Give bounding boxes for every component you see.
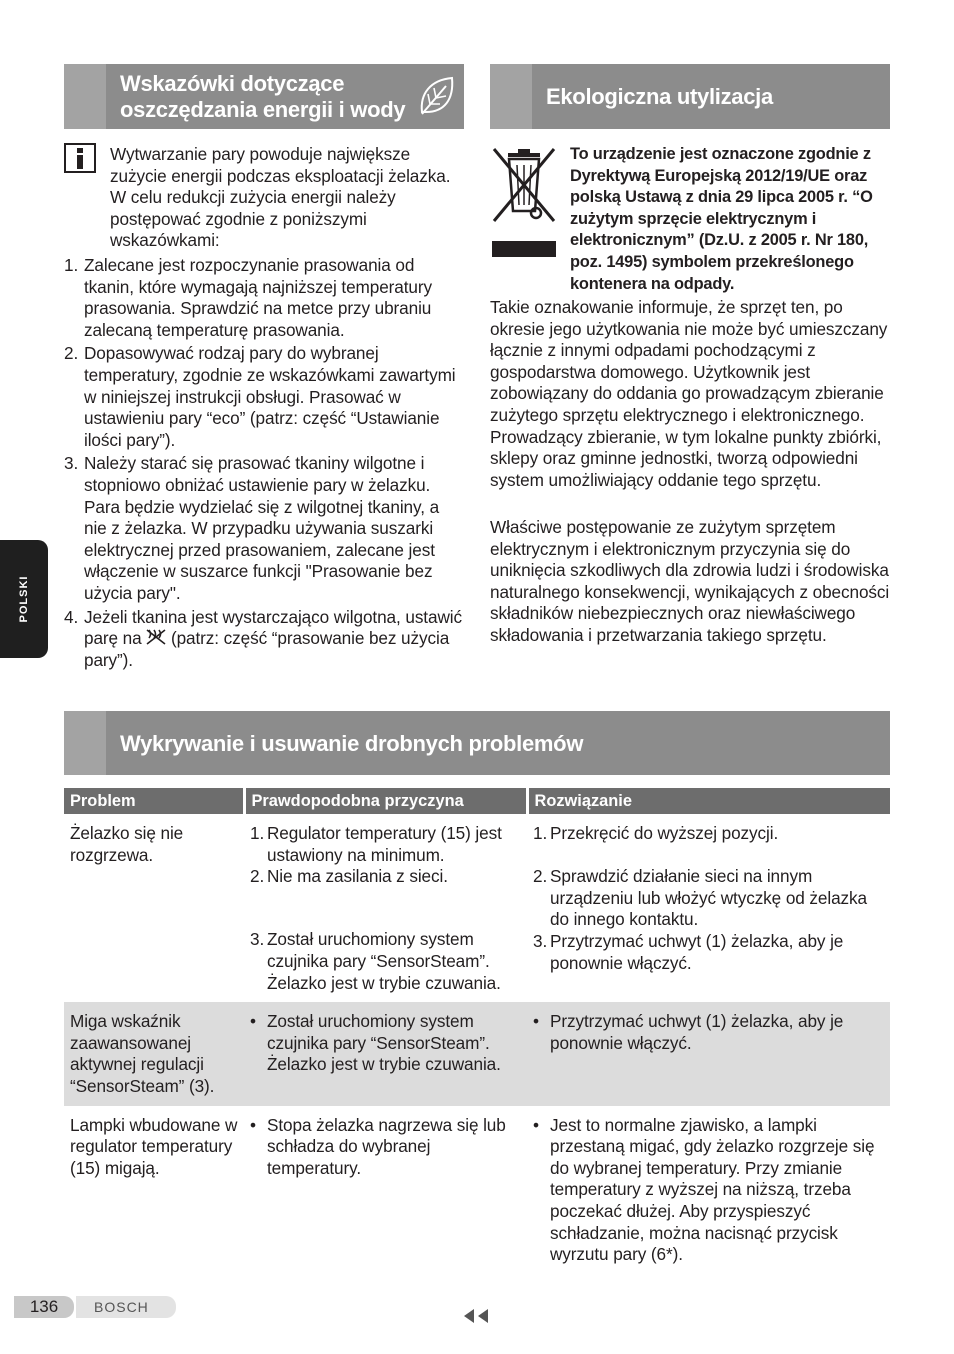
energy-title-line1: Wskazówki dotyczące: [120, 71, 345, 96]
cause-item: [250, 1011, 521, 1076]
step-text: Dopasowywać rodzaj pary do wybranej temperatury, zgodnie ze wskazówkami zawartymi w niniejszej instrukcji obsługi. Prasować w ustawieniu pary “eco” (patrz: część “Ustawianie ilości pary”).: [84, 343, 456, 450]
table-row: [64, 814, 890, 1002]
column-header-cause: Prawdopodobna przyczyna: [244, 788, 527, 814]
eco-paragraph-2: Właściwe postępowanie ze zużytym sprzętem elektrycznym i elektronicznym przyczynia się do uniknięcia szkodliwych dla zdrowia ludzi i środowiska naturalnego konsekwencji, wynikających z obecności składników niebezpiecznych oraz niewłaściwego składowania i przetwarzania takiego sprzętu.: [490, 517, 890, 645]
item-text: Przytrzymać uchwyt (1) żelazka, aby je ponownie włączyć.: [550, 1011, 844, 1053]
item-marker: •: [533, 1011, 539, 1032]
energy-step: [64, 255, 464, 341]
solution-cell: [527, 814, 890, 1002]
step-text: Należy starać się prasować tkaniny wilgotne i stopniowo obniżać ustawienie pary w żelazku. Para będzie wydzielać się z wilgotnej tkaniny, a nie z żelazka. W przypadku używania suszarki elektrycznej przed prasowaniem, zalecane jest włączenie w suszarce funkcji "Prasowanie bez użycia pary".: [84, 453, 440, 603]
energy-title-line2: oszczędzania energii i wody: [120, 97, 406, 122]
item-text: Jest to normalne zjawisko, a lampki przestaną migać, gdy żelazko rozgrzeje się do wybranej temperatury. Przy zmianie temperatury z wyższej na niższą, trzeba poczekać dłużej. Aby przyspieszyć schładzanie, można nacisnąć przycisk wyrzutu pary (6*).: [550, 1114, 875, 1265]
info-icon: [64, 143, 96, 173]
item-marker: 1.: [250, 823, 265, 843]
solution-item: [533, 1011, 884, 1054]
item-marker: 2.: [250, 866, 265, 887]
problem-cell: Lampki wbudowane w regulator temperatury (15) migają.: [70, 1114, 238, 1178]
eco-legal-text: To urządzenie jest oznaczone zgodnie z Dyrektywą Europejską 2012/19/UE oraz polską Ustawą z dnia 29 lipca 2005 r. “O zużytym sprzęcie elektrycznym i elektronicznym” (Dz.U. z 2005 r. Nr 180, poz. 1495) symbolem przekreślonego kontenera na odpady.: [570, 145, 873, 293]
troubleshooting-header: [64, 711, 890, 775]
solution-item: [533, 931, 884, 974]
energy-step: [64, 453, 464, 604]
step-number: 1.: [64, 255, 79, 275]
item-marker: 3.: [533, 930, 548, 951]
cause-item: [250, 866, 521, 888]
item-text: Przekręcić do wyższej pozycji.: [550, 823, 779, 843]
header-tab: [490, 64, 532, 129]
previous-page-icon[interactable]: [462, 1309, 490, 1323]
eco-legal-notice: [490, 144, 892, 295]
cause-cell: [244, 1002, 527, 1105]
cause-item: [250, 929, 521, 994]
energy-intro: Wytwarzanie pary powoduje największe zużycie energii podczas eksploatacji żelazka. W celu redukcji zużycia energii należy postępować zgodnie z poniższymi wskazówkami:: [110, 144, 451, 251]
table-row: [64, 1002, 890, 1105]
item-marker: •: [250, 1011, 256, 1032]
step-text: Jeżeli tkanina jest wystarczająco wilgotna, ustawić parę na: [84, 606, 462, 649]
language-label: POLSKI: [18, 575, 30, 623]
no-steam-icon: [146, 628, 166, 646]
cause-item: [250, 1115, 521, 1180]
item-marker: •: [533, 1114, 539, 1135]
solution-item: [533, 866, 884, 931]
problem-cell: Żelazko się nie rozgrzewa.: [70, 823, 184, 865]
item-text: Regulator temperatury (15) jest ustawiony na minimum.: [267, 823, 502, 865]
troubleshooting-title: Wykrywanie i usuwanie drobnych problemów: [120, 731, 584, 756]
energy-step: [64, 343, 464, 451]
item-text: Przytrzymać uchwyt (1) żelazka, aby je ponownie włączyć.: [550, 930, 844, 973]
step-number: 2.: [64, 343, 79, 364]
item-text: Został uruchomiony system czujnika pary “SensorSteam”. Żelazko jest w trybie czuwania.: [267, 1011, 501, 1075]
cause-cell: [244, 814, 527, 1002]
step-text: Zalecane jest rozpoczynanie prasowania od tkanin, które wymagają najniższej temperatury prasowania. Sprawdzić na metce przy ubraniu zalecaną temperaturę prasowania.: [84, 255, 433, 340]
page-number: 136: [14, 1296, 74, 1318]
brand-label: BOSCH: [76, 1296, 176, 1318]
step-text: (patrz: część “prasowanie bez użycia pary”).: [84, 628, 450, 670]
item-marker: 2.: [533, 866, 548, 887]
header-tab: [64, 711, 106, 775]
icon-float-spacer: [490, 144, 570, 274]
eco-paragraph-1: Takie oznakowanie informuje, że sprzęt ten, po okresie jego użytkowania nie może być umieszczany łącznie z innymi odpadami pochodzącymi z gospodarstwa domowego. Użytkownik jest zobowiązany do oddania go prowadzącym zbieranie zużytego sprzętu elektrycznego i elektronicznego. Prowadzący zbieranie, w tym lokalne punkty zbiórki, sklepy oraz gminne jednostki, tworzą odpowiedni system umożliwiający oddanie tego sprzętu.: [490, 297, 888, 490]
item-marker: 1.: [533, 823, 548, 843]
solution-item: [533, 823, 884, 845]
column-header-solution: Rozwiązanie: [527, 788, 890, 814]
solution-cell: [527, 1106, 890, 1274]
energy-steps: [64, 255, 464, 673]
energy-section-header: [64, 64, 464, 129]
column-header-problem: Problem: [64, 788, 244, 814]
step-number: 4.: [64, 606, 79, 627]
solution-item: [533, 1115, 884, 1266]
leaf-icon: [416, 74, 458, 118]
item-text: Stopa żelazka nagrzewa się lub schładza do wybranej temperatury.: [267, 1114, 506, 1178]
energy-step: [64, 607, 464, 672]
item-text: Sprawdzić działanie sieci na innym urządzeniu lub włożyć wtyczkę od żelazka do innego kontaktu.: [550, 866, 867, 930]
spacer: [250, 888, 521, 910]
eco-section-header: [490, 64, 890, 129]
spacer: [533, 845, 884, 867]
item-marker: •: [250, 1114, 256, 1135]
table-header-row: [64, 788, 890, 814]
item-marker: 3.: [250, 929, 265, 950]
item-text: Nie ma zasilania z sieci.: [267, 866, 448, 887]
cause-item: [250, 823, 521, 866]
table-row: [64, 1106, 890, 1274]
language-side-tab: [0, 540, 48, 658]
eco-title: Ekologiczna utylizacja: [546, 84, 773, 109]
troubleshooting-table: [64, 788, 890, 1274]
solution-cell: [527, 1002, 890, 1105]
step-number: 3.: [64, 453, 79, 474]
item-text: Został uruchomiony system czujnika pary “SensorSteam”. Żelazko jest w trybie czuwania.: [267, 929, 501, 993]
header-tab: [64, 64, 106, 129]
problem-cell: Miga wskaźnik zaawansowanej aktywnej regulacji “SensorSteam” (3).: [64, 1002, 244, 1105]
energy-title: [120, 71, 405, 123]
cause-cell: [244, 1106, 527, 1274]
